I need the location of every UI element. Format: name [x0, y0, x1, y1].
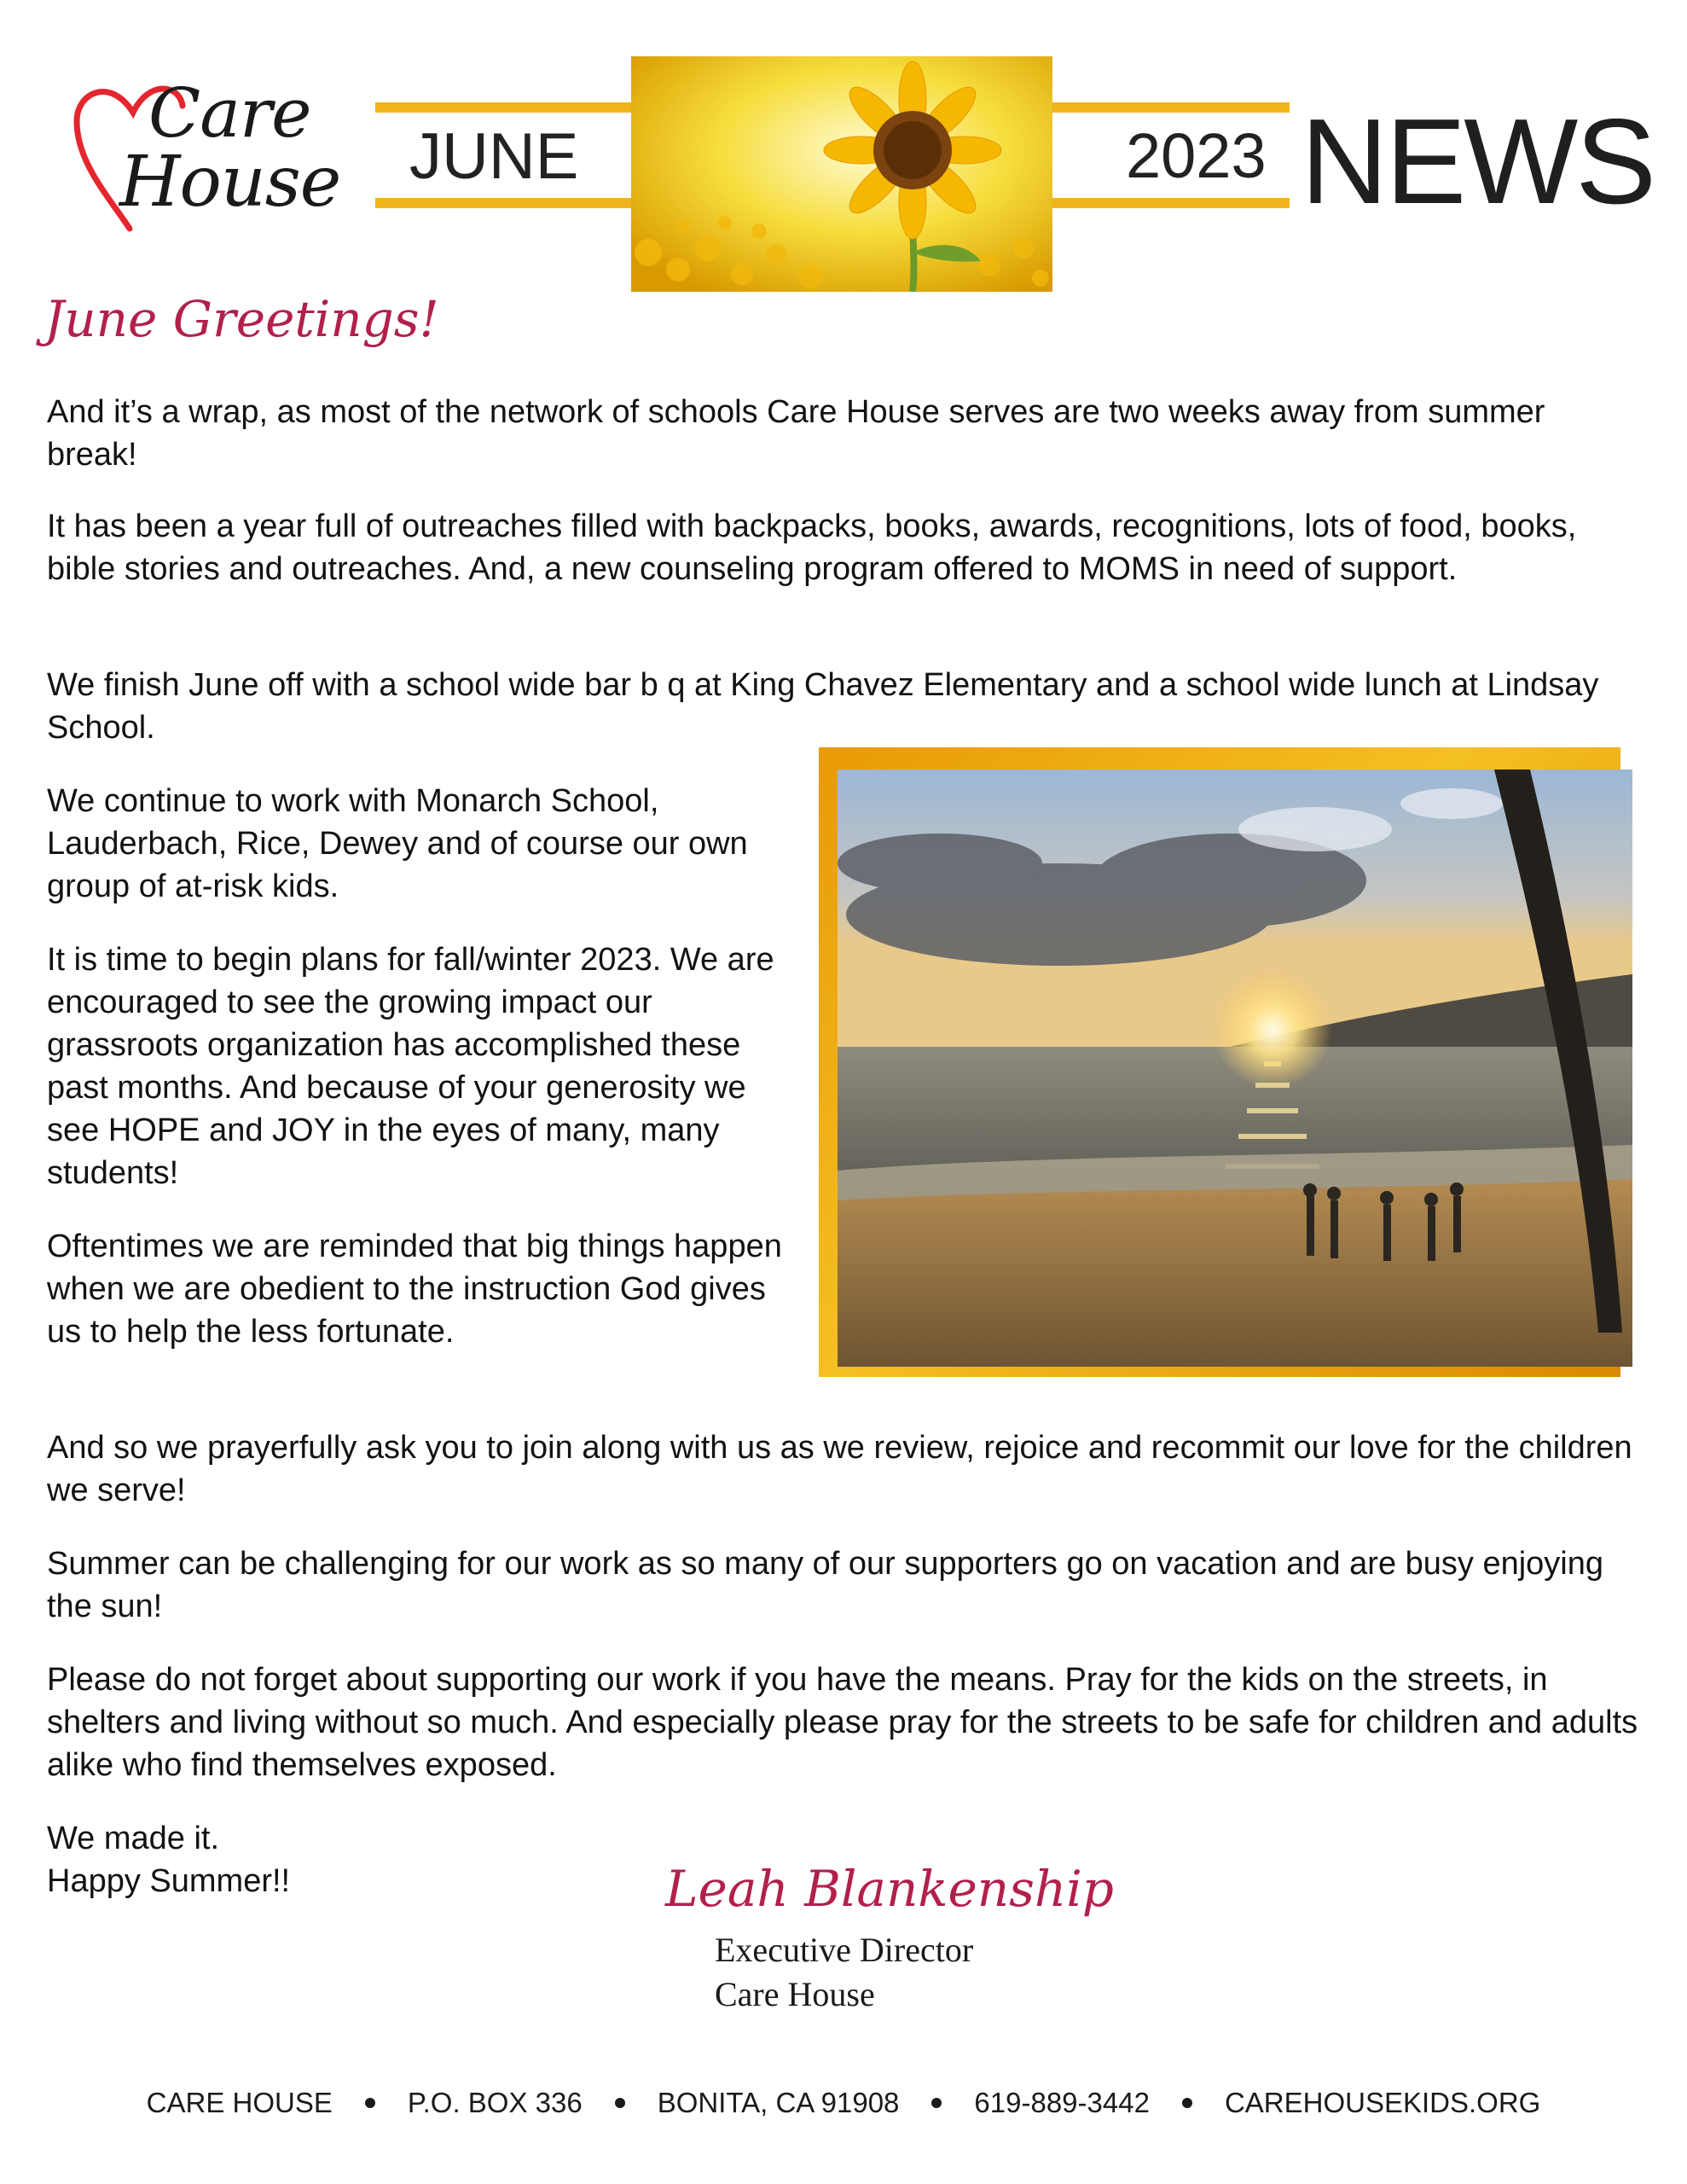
footer-phone: 619-889-3442 — [974, 2087, 1150, 2118]
header-rule-left-bottom — [375, 198, 631, 208]
header-rule-right-bottom — [1052, 198, 1290, 208]
bullet-icon — [1182, 2098, 1192, 2108]
beach-sunset-photo — [838, 770, 1632, 1367]
care-house-logo — [70, 68, 351, 239]
paragraph-year-summary: It has been a year full of outreaches filled with backpacks, books, awards, recognitions, lots of food, books, bible stories and outreaches. And, a new counseling program offered to MOMS in need of support. — [47, 508, 1577, 587]
signature-name: Leah Blankenship — [665, 1860, 1114, 1918]
logo-text-care: Care — [148, 73, 311, 153]
header-rule-left-top — [375, 102, 631, 113]
footer-contact-bar — [0, 2087, 1687, 2119]
footer-city: BONITA, CA 91908 — [657, 2087, 900, 2118]
paragraph-reminder: Oftentimes we are reminded that big things happen when we are obedient to the instruction God gives us to help the less fortunate. — [47, 1228, 782, 1350]
bullet-icon — [931, 2098, 942, 2108]
paragraph-support: Please do not forget about supporting our work if you have the means. Pray for the kids on the streets, in shelters and living without so much. And especially please pray for the streets to be safe for children and adults alike who find themselves exposed. — [47, 1662, 1638, 1783]
header-rule-right-top — [1052, 102, 1290, 113]
paragraph-request: And so we prayerfully ask you to join along with us as we review, rejoice and recommit our love for the children we serve! — [47, 1430, 1632, 1508]
closing-line-2: Happy Summer!! — [47, 1863, 291, 1899]
paragraph-fall-plans: It is time to begin plans for fall/winter 2023. We are encouraged to see the growing impact our grassroots organization has accomplished these past months. And because of your generosity we see HOPE and JOY in the eyes of many, many students! — [47, 942, 774, 1191]
issue-year: 2023 — [1126, 120, 1267, 191]
paragraph-intro: And it’s a wrap, as most of the network of schools Care House serves are two weeks away from summer break! — [47, 394, 1545, 473]
paragraph-schools: We continue to work with Monarch School, Lauderbach, Rice, Dewey and of course our own group of at-risk kids. — [47, 783, 748, 904]
issue-month: JUNE — [409, 120, 579, 193]
signature-org: Care House — [715, 1975, 875, 2013]
logo-text-house: House — [119, 142, 341, 223]
signature-title: Executive Director — [715, 1931, 974, 1969]
paragraph-june-events: We finish June off with a school wide bar b q at King Chavez Elementary and a school wide lunch at Lindsay School. — [47, 667, 1599, 746]
bullet-icon — [615, 2098, 625, 2108]
sunflower-photo — [631, 56, 1052, 292]
footer-website: CAREHOUSEKIDS.ORG — [1224, 2087, 1541, 2118]
footer-po-box: P.O. BOX 336 — [407, 2087, 583, 2118]
closing-line-1: We made it. — [47, 1821, 220, 1856]
greeting-heading: June Greetings! — [44, 290, 439, 348]
footer-org-name: CARE HOUSE — [146, 2087, 333, 2118]
paragraph-summer: Summer can be challenging for our work as so many of our supporters go on vacation and are busy enjoying the sun! — [47, 1546, 1604, 1624]
bullet-icon — [365, 2098, 375, 2108]
newsletter-title: NEWS — [1301, 94, 1654, 229]
